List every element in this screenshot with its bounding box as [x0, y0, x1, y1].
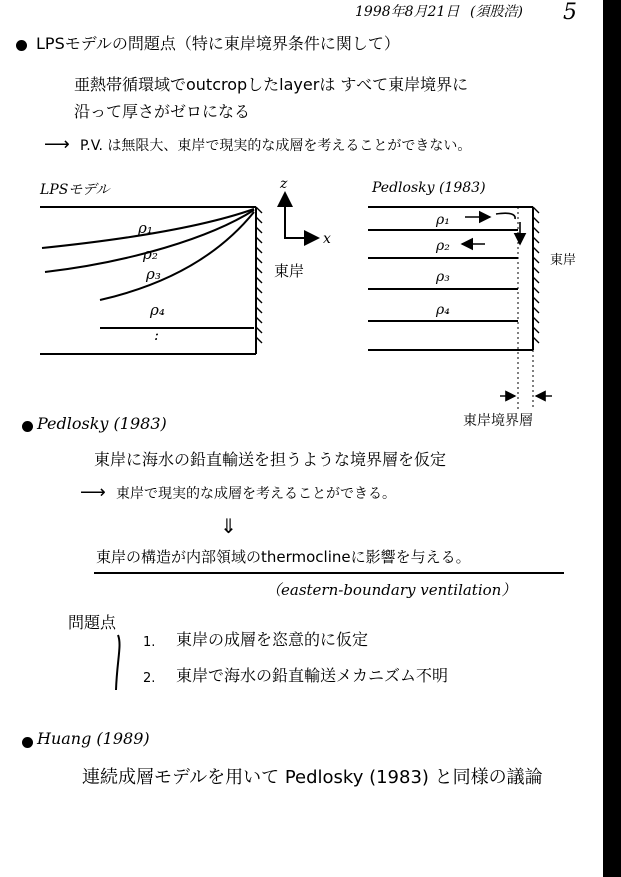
bullet-icon [22, 737, 33, 748]
problem-2-text: 東岸で海水の鉛直輸送メカニズム不明 [176, 666, 449, 685]
lps-rho2-label: ρ₂ [143, 245, 158, 263]
section2-line1: 東岸に海水の鉛直輸送を担うような境界層を仮定 [94, 450, 447, 469]
problem-1-number: 1. [143, 635, 156, 650]
section1-line1: 亜熱帯循環域でoutcropしたlayerは すべて東岸境界に [74, 75, 469, 94]
lps-dots: : [154, 326, 160, 344]
down-arrow-icon: ⇓ [220, 514, 237, 538]
boundary-layer-label: 東岸境界層 [463, 413, 533, 429]
lps-rho3-label: ρ₃ [146, 265, 161, 283]
section1-consequence: P.V. は無限大、東岸で現実的な成層を考えることができない。 [80, 138, 472, 154]
lps-rho1-label: ρ₁ [138, 219, 153, 237]
east-coast-label: 東岸 [274, 262, 305, 280]
z-axis-label: z [280, 176, 288, 192]
pedlosky-east-coast-label: 東岸 [550, 253, 577, 268]
problems-label: 問題点 [68, 613, 117, 632]
section1-line2: 沿って厚さがゼロになる [74, 102, 251, 121]
pedlosky-rho2-label: ρ₂ [436, 238, 450, 254]
arrow-icon: ⟶ [44, 134, 70, 155]
section2-line2: 東岸で現実的な成層を考えることができる。 [116, 486, 396, 502]
pedlosky-rho1-label: ρ₁ [436, 212, 450, 228]
arrow-icon: ⟶ [80, 482, 106, 503]
problem-2-number: 2. [143, 671, 156, 686]
pedlosky-rho3-label: ρ₃ [436, 269, 450, 285]
bracket-stroke [116, 635, 120, 690]
section2-line3: 東岸の構造が内部領域のthermoclineに影響を与える。 [96, 548, 471, 566]
section3-title: Huang (1989) [37, 729, 150, 748]
header-author: (須股浩) [470, 4, 523, 20]
pedlosky-rho4-label: ρ₄ [436, 302, 450, 318]
lps-figure-title: LPSモデル [40, 182, 110, 198]
pedlosky-figure-title: Pedlosky (1983) [372, 180, 486, 196]
header-date: 1998年8月21日 [355, 4, 460, 20]
section1-title: LPSモデルの問題点（特に東岸境界条件に関して） [36, 34, 400, 53]
page-number: 5 [563, 0, 577, 25]
section2-title: Pedlosky (1983) [37, 414, 167, 433]
lps-rho4-label: ρ₄ [150, 301, 165, 319]
section3-line1: 連続成層モデルを用いて Pedlosky (1983) と同様の議論 [82, 767, 543, 788]
section2-line4: （eastern-boundary ventilation） [266, 581, 517, 599]
x-axis-label: x [323, 231, 331, 247]
problem-1-text: 東岸の成層を恣意的に仮定 [176, 630, 369, 649]
